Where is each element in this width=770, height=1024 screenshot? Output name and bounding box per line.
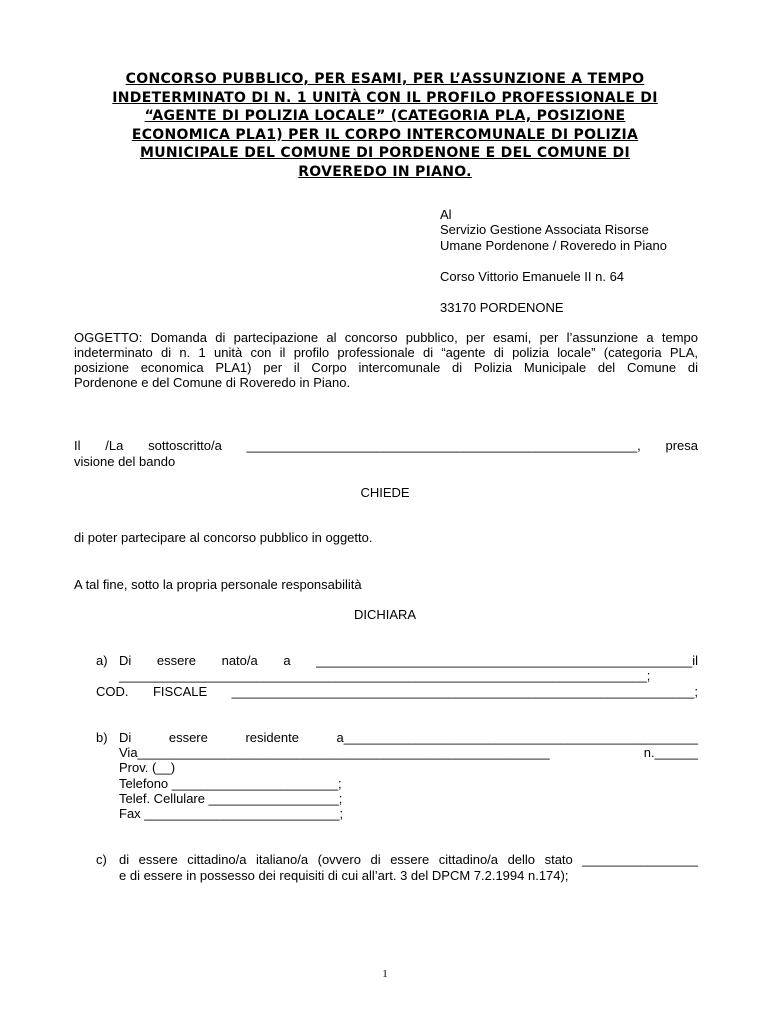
addressee-line: Al (440, 207, 452, 222)
title-line: ROVEREDO IN PIANO. (298, 163, 472, 180)
addressee-line: Umane Pordenone / Roveredo in Piano (440, 238, 667, 253)
codice-fiscale-field[interactable]: COD. FISCALE ________________________________________________________________; (96, 684, 698, 699)
page-number: 1 (382, 968, 388, 980)
title-line: CONCORSO PUBBLICO, PER ESAMI, PER L’ASSUNZIONE A TEMPO (125, 71, 645, 87)
title-line: INDETERMINATO DI N. 1 UNITÀ CON IL PROFILO PROFESSIONALE DI (112, 89, 658, 106)
oggetto-line: Pordenone e del Comune di Roveredo in Piano. (74, 375, 351, 390)
oggetto-line: OGGETTO: Domanda di partecipazione al concorso pubblico, per esami, per l’assunzione a tempo (74, 330, 698, 345)
item-letter: a) (96, 653, 108, 668)
phone-field[interactable]: Telefono _______________________; (119, 776, 342, 791)
addressee-city: 33170 PORDENONE (440, 300, 564, 315)
citizenship-line: e di essere in possesso dei requisiti di cui all’art. 3 del DPCM 7.2.1994 n.174); (119, 868, 569, 883)
province-field[interactable]: Prov. (__) (119, 760, 176, 775)
mobile-field[interactable]: Telef. Cellulare __________________; (119, 791, 343, 806)
fax-field[interactable]: Fax ___________________________; (119, 806, 344, 821)
citizenship-field[interactable]: di essere cittadino/a italiano/a (ovvero di essere cittadino/a dello stato ________________ (119, 852, 698, 867)
residence-city-field[interactable]: Di essere residente a_________________________________________________ (119, 730, 698, 745)
sottoscritto-name-field[interactable]: Il /La sottoscritto/a ______________________________________________________, presa (74, 438, 698, 453)
chiede-heading: CHIEDE (360, 485, 410, 500)
item-letter: c) (96, 852, 107, 867)
partecipare-text: di poter partecipare al concorso pubblico in oggetto. (74, 530, 373, 545)
birthdate-field[interactable]: _________________________________________________________________________; (119, 668, 651, 683)
title-line: “AGENTE DI POLIZIA LOCALE” (CATEGORIA PLA, POSIZIONE (144, 108, 626, 124)
oggetto-line: posizione economica PLA1) per il Corpo intercomunale di Polizia Municipale del Comune di (74, 360, 698, 375)
birthplace-field[interactable]: Di essere nato/a a ____________________________________________________il (119, 653, 698, 668)
addressee-street: Corso Vittorio Emanuele II n. 64 (440, 269, 625, 284)
title-line: MUNICIPALE DEL COMUNE DI PORDENONE E DEL COMUNE DI (140, 145, 630, 161)
dichiara-heading: DICHIARA (353, 607, 417, 622)
item-letter: b) (96, 730, 108, 745)
document-title (70, 70, 700, 181)
sottoscritto-line: visione del bando (74, 454, 176, 469)
addressee-line: Servizio Gestione Associata Risorse (440, 222, 649, 237)
title-line: ECONOMICA PLA1) PER IL CORPO INTERCOMUNALE DI POLIZIA (131, 126, 639, 143)
residence-street-field[interactable]: Via_________________________________________________________ n.______ (119, 745, 698, 760)
oggetto-line: indeterminato di n. 1 unità con il profilo professionale di “agente di polizia locale” (categoria PLA, (74, 345, 698, 360)
responsabilita-text: A tal fine, sotto la propria personale responsabilità (74, 577, 362, 592)
